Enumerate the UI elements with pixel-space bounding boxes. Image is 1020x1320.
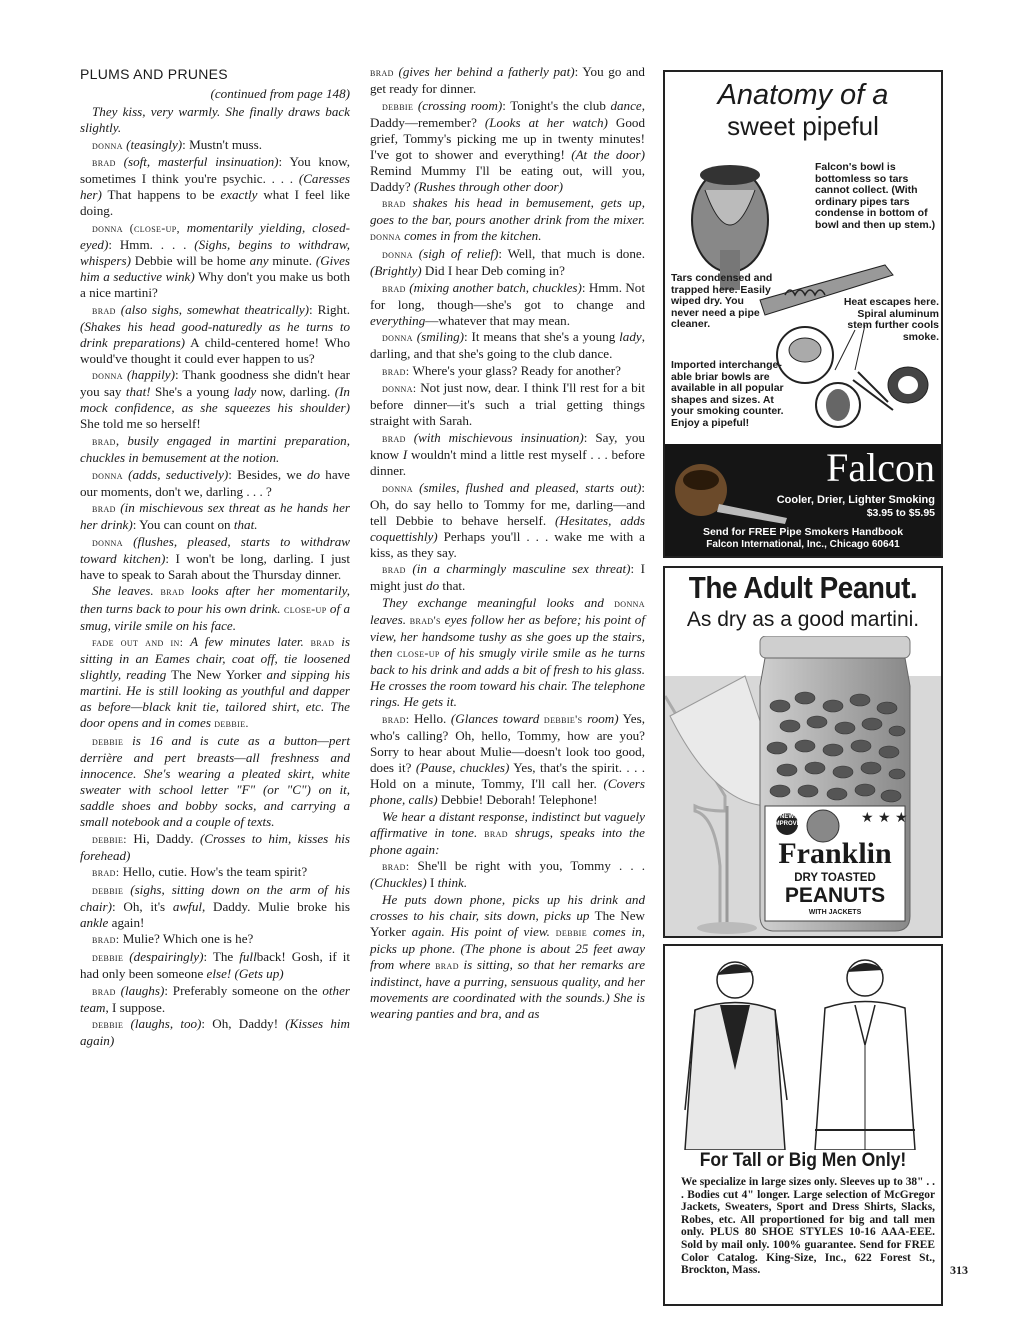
paragraph: brad: Where's your glass? Ready for another? [382,362,621,378]
paragraph: debbie (laughs, too): Oh, Daddy! (Kisses him again) [80,1016,350,1049]
paragraph: donna (happily): Thank goodness she didn't hear you say that! She's a young lady now, darling. (In mock confidence, as she squeezes his shoulder) She told me so herself! [80,367,350,432]
falcon-callout-heat: Heat escapes here. Spiral aluminum stem further cools smoke. [843,296,939,343]
paragraph: brad (laughs): Preferably someone on the other team, I suppose. [80,982,350,1015]
franklin-peanut-ad [663,566,943,938]
paragraph: donna (teasingly): Mustn't muss. [92,136,263,152]
article-column-2 [370,64,645,1023]
falcon-headline [663,80,943,111]
paragraph: donna (smiles, flushed and pleased, starts out): Oh, do say hello to Tommy for me, darling—and tell Debbie to behave herself. (Hesitates, adds coquettishly) Perhaps you'll . . . wake me with a kiss, as they say. [370,479,646,560]
falcon-tagline: Cooler, Drier, Lighter Smoking [776,494,935,506]
paragraph: He puts down phone, picks up his drink and crosses to his chair, sits down, picks up The New Yorker again. His point of view. debbie comes in, picks up phone. (The phone is about 25 feet away from where brad is sitting, so that her remarks are indistinct, have a purring, sensuous quality, and her movements are coordinated with the sounds.) She is wearing panties and bra, and as [370,891,646,1022]
paragraph: brad (in mischievous sex threat as he hands her her drink): You can count on that. [80,500,350,533]
falcon-brand-name: Falcon [826,445,935,490]
falcon-address: Falcon International, Inc., Chicago 60641 [706,539,900,550]
paragraph: brad: Mulie? Which one is he? [92,931,254,947]
page-number: 313 [950,1263,968,1277]
paragraph: donna (smiling): It means that she's a young lady, darling, and that she's going to the club dance. [370,329,645,362]
paragraph: brad: Hello, cutie. How's the team spirit? [92,864,308,880]
falcon-callout-bowls: Imported interchange-able briar bowls are available in all popular shapes and sizes. At your smoking counter. Enjoy a pipeful! [671,359,784,429]
article-heading: PLUMS AND PRUNES [80,66,228,82]
king-size-ad [663,944,943,1306]
falcon-callout-tars: Tars condensed and trapped here. Easily wiped dry. You never need a pipe cleaner. [671,272,773,330]
paragraph: We hear a distant response, indistinct but vaguely affirmative in tone. brad shrugs, speaks into the phone again: [370,808,645,857]
paragraph: brad: Hello. (Glances toward debbie's room) Yes, who's calling? Oh, hello, Tommy, how are you? Sorry to hear about Mulie—doesn't look too good, does it? (Pause, chuckles) Yes, that's the spirit. . . . Hold on a minute, Tommy, I'll call her. (Covers phone, calls) Debbie! Deborah! Telephone! [370,710,646,808]
paragraph: brad shakes his head in bemusement, gets up, goes to the bar, pours another drink from the mixer. donna comes in from the kitchen. [370,195,645,244]
paragraph: brad (also sighs, somewhat theatrically): Right. (Shakes his head good-naturedly as he turns to drink preparations) A child-centered home! Who would've thought it could ever happen to us? [80,301,350,366]
paragraph: donna (adds, seductively): Besides, we do have our moments, don't we, darling . . . ? [80,466,350,499]
paragraph: debbie: Hi, Daddy. (Crosses to him, kisses his forehead) [80,830,350,863]
king-size-body: We specialize in large sizes only. Sleeves up to 38" . . . Bodies cut 4" longer. Large selection of McGregor Jackets, Sweaters, Sport and Dress Shirts, Slacks, Robes, etc. All proportioned for big and tall men only. PLUS 80 SHOE STYLES 10-16 AAA-EEE. Sold by mail only. 100% guarantee. Send for FREE Color Catalog. King-Size, Inc., 622 Forest St., Brockton, Mass. [681,1176,935,1277]
peanut-line1: DRY TOASTED [794,872,876,884]
falcon-headline-line2: sweet pipeful [727,111,879,141]
paragraph: debbie is 16 and is cute as a button—pert derrière and pert breasts—all freshness and innocence. She's wearing a pleated skirt, white sweater with school letter "F" (or "C") on it, saddle shoes and bobby socks, and carrying a small notebook and a couple of texts. [80,732,350,830]
paragraph: donna (close-up, momentarily yielding, closed-eyed): Hmm. . . . (Sighs, begins to withdraw, whispers) Debbie will be home any minute. (Gives him a seductive wink) Why don't you make us both a nice martini? [80,219,351,301]
paragraph: brad (gives her behind a fatherly pat): You go and get ready for dinner. [370,64,645,97]
svg-text:★ ★ ★: ★ ★ ★ [861,810,908,826]
falcon-pipe-photo [669,452,789,532]
paragraph: brad: She'll be right with you, Tommy . . . (Chuckles) I think. [370,858,645,891]
peanut-line2: PEANUTS [784,884,886,907]
paragraph: brad (with mischievous insinuation): Say, you know I wouldn't mind a little rest myself . . . before dinner. [370,430,645,479]
falcon-offer: Send for FREE Pipe Smokers Handbook [702,526,904,538]
paragraph: debbie (despairingly): The fullback! Gosh, if it had only been someone else! (Gets up) [80,948,350,982]
paragraph: debbie (sighs, sitting down on the arm of his chair): Oh, it's awful, Daddy. Mulie broke his ankle again! [80,881,350,930]
interchangeable-bowls-illustration [808,360,938,440]
falcon-pipe-ad [663,70,943,558]
peanut-badge: NEW! IMPROVED! [773,814,808,827]
king-size-headline: For Tall or Big Men Only! [699,1150,907,1171]
falcon-callout-bowl: Falcon's bowl is bottomless so tars cannot collect. (With ordinary pipes tars condense in bottom of bowl and then up stem.) [815,161,936,231]
paragraph: debbie (crossing room): Tonight's the club dance, Daddy—remember? (Looks at her watch) Good grief, Tommy's picking me up in twenty minutes! I've got to shower and everything! (At the door) Remind Mummy I'll be eating out, will you, Daddy? (Rushes through other door) [370,97,645,194]
paragraph: They kiss, very warmly. She finally draws back slightly. [80,104,350,136]
paragraph: donna (sigh of relief): Well, that much is done. (Brightly) Did I hear Deb coming in? [370,246,645,279]
falcon-brand-panel [665,444,941,556]
peanut-line3: WITH JACKETS [808,909,862,916]
paragraph: brad (in a charmingly masculine sex threat): I might just do that. [370,561,645,594]
falcon-price: $3.95 to $5.95 [866,507,935,519]
column-1-body [80,104,350,1049]
column-2-body [370,64,645,1022]
paragraph: She leaves. brad looks after her momentarily, then turns back to pour his own drink. close-up of a smug, virile smile on his face. [80,583,350,633]
paragraph: brad (mixing another batch, chuckles): Hmm. Not for long, though—she's got to change and everything—whatever that may mean. [370,279,645,328]
peanut-subhead: As dry as a good martini. [686,608,920,631]
paragraph: donna (flushes, pleased, starts to withdraw toward kitchen): I won't be long, darling. I just have to speak to Sarah about the Thursday dinner. [80,533,351,582]
peanut-headline: The Adult Peanut. [688,570,918,605]
paragraph: They exchange meaningful looks and donna leaves. brad's eyes follow her as before; his point of view, her handsome tushy as she goes up the stairs, then close-up of his smugly virile smile as he turns back to his drink and adds a bit of fresh to his glass. He crosses the room toward his chair. The telephone rings. He gets it. [370,595,646,710]
paragraph: brad, busily engaged in martini preparation, chuckles in bemusement at the notion. [80,433,350,466]
paragraph: donna: Not just now, dear. I think I'll rest for a bit before dinner—it's such a trial getting things straight with Sarah. [370,380,645,429]
paragraph: brad (soft, masterful insinuation): You know, sometimes I think you're psychic. . . . (Caresses her) That happens to be exactly what I feel like doing. [80,154,350,219]
big-men-illustration [665,950,941,1150]
peanut-brand: Franklin [778,837,892,870]
falcon-headline-line1: Anatomy of a [717,79,889,111]
article-column-1 [80,66,350,1050]
paragraph: fade out and in: A few minutes later. brad is sitting in an Eames chair, coat off, tie loosened slightly, reading The New Yorker and sipping his martini. He is still looking as youthful and dapper as before—black knit tie, tailored shirt, etc. The door opens and in comes debbie. [80,634,351,731]
continued-note: (continued from page 148) [210,86,350,102]
